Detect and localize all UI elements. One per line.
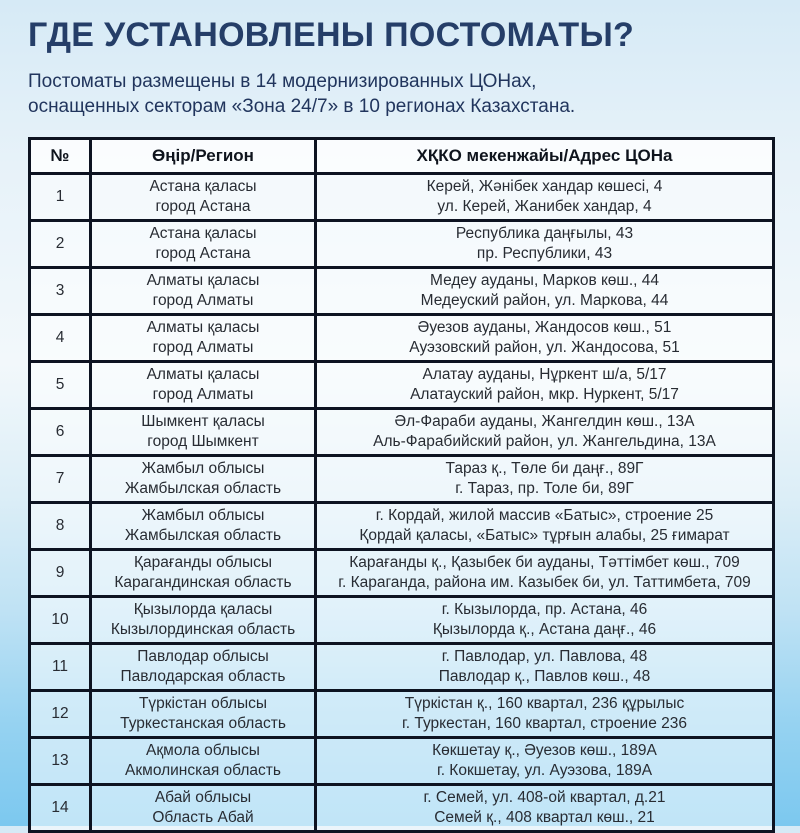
table-row [30, 409, 774, 456]
address-cell [316, 550, 774, 597]
address-cell-line: ул. Керей, Жанибек хандар, 4 [437, 198, 652, 216]
address-cell-line: г. Кордай, жилой массив «Батыс», строение 25 [375, 506, 714, 524]
table-row [30, 456, 774, 503]
region-cell-line: Астана қаласы [149, 177, 257, 195]
address-cell-line: Аль-Фарабийский район, ул. Жангельдина, 13А [373, 433, 716, 451]
region-cell-line: город Астана [155, 198, 251, 216]
region-cell-line: город Алматы [152, 339, 254, 357]
region-cell-line: Түркістан облысы [138, 694, 268, 712]
region-cell [91, 221, 316, 268]
region-cell [91, 409, 316, 456]
address-cell-line: Медеуский район, ул. Маркова, 44 [420, 292, 669, 310]
region-cell-line: Карагандинская область [114, 574, 292, 592]
region-cell-line: Алматы қаласы [146, 271, 260, 289]
region-cell-line: Павлодар облысы [137, 647, 269, 665]
region-cell [91, 174, 316, 221]
row-number-cell: 6 [30, 409, 91, 456]
region-cell [91, 738, 316, 785]
address-cell [316, 785, 774, 832]
table-row [30, 503, 774, 550]
address-cell-line: Әл-Фараби ауданы, Жангелдин көш., 13А [394, 412, 695, 430]
region-cell-line: Алматы қаласы [146, 318, 260, 336]
address-cell-line: Медеу ауданы, Марков көш., 44 [429, 271, 659, 289]
page-title: ГДЕ УСТАНОВЛЕНЫ ПОСТОМАТЫ? [28, 16, 635, 54]
address-cell-line: пр. Республики, 43 [476, 245, 613, 263]
address-cell-line: Республика даңғылы, 43 [455, 224, 634, 242]
page-subtitle [28, 69, 772, 119]
column-header-address: ХҚКО мекенжайы/Адрес ЦОНа [316, 139, 774, 174]
region-cell [91, 503, 316, 550]
row-number-cell: 8 [30, 503, 91, 550]
address-cell-line: Әуезов ауданы, Жандосов көш., 51 [417, 318, 672, 336]
table-row [30, 597, 774, 644]
address-cell-line: Қызылорда қ., Астана даңғ., 46 [432, 621, 657, 639]
region-cell-line: Жамбыл облысы [141, 459, 265, 477]
table-row [30, 362, 774, 409]
table-header [30, 139, 774, 174]
address-cell-line: г. Кызылорда, пр. Астана, 46 [441, 600, 648, 618]
address-cell [316, 315, 774, 362]
region-cell-line: Ақмола облысы [146, 741, 260, 759]
address-cell [316, 644, 774, 691]
address-cell [316, 174, 774, 221]
region-cell-line: Туркестанская область [120, 715, 286, 733]
postomat-locations-table [28, 137, 775, 833]
region-cell [91, 644, 316, 691]
table-row [30, 644, 774, 691]
address-cell-line: г. Туркестан, 160 квартал, строение 236 [401, 715, 688, 733]
row-number-cell: 9 [30, 550, 91, 597]
region-cell [91, 456, 316, 503]
table-row [30, 691, 774, 738]
region-cell-line: Шымкент қаласы [141, 412, 265, 430]
row-number-cell: 11 [30, 644, 91, 691]
row-number-cell: 3 [30, 268, 91, 315]
region-cell-line: Жамбыл облысы [141, 506, 265, 524]
address-cell-line: Алатауский район, мкр. Нуркент, 5/17 [410, 386, 679, 404]
address-cell-line: Павлодар қ., Павлов көш., 48 [438, 668, 651, 686]
row-number-cell: 4 [30, 315, 91, 362]
table-row [30, 315, 774, 362]
address-cell-line: Ауэзовский район, ул. Жандосова, 51 [409, 339, 680, 357]
row-number-cell: 10 [30, 597, 91, 644]
address-cell [316, 691, 774, 738]
address-cell [316, 456, 774, 503]
address-cell-line: г. Тараз, пр. Толе би, 89Г [455, 480, 634, 498]
table-row [30, 550, 774, 597]
address-cell-line: Керей, Жәнібек хандар көшесі, 4 [426, 177, 663, 195]
region-cell-line: Жамбылская область [124, 527, 282, 545]
region-cell [91, 268, 316, 315]
region-cell [91, 362, 316, 409]
region-cell [91, 315, 316, 362]
address-cell-line: г. Семей, ул. 408-ой квартал, д.21 [423, 788, 666, 806]
region-cell-line: Кызылординская область [110, 621, 296, 639]
row-number-cell: 12 [30, 691, 91, 738]
row-number-cell: 5 [30, 362, 91, 409]
table-body [30, 174, 774, 832]
address-cell-line: г. Караганда, района им. Казыбек би, ул. Таттимбета, 709 [338, 574, 751, 592]
address-cell-line: Қордай қаласы, «Батыс» тұрғын алабы, 25 ғимарат [359, 527, 730, 545]
address-cell-line: Алатау ауданы, Нұркент ш/а, 5/17 [422, 365, 667, 383]
address-cell [316, 409, 774, 456]
row-number-cell: 7 [30, 456, 91, 503]
subtitle-line-1: Постоматы размещены в 14 модернизированных ЦОНах, [28, 71, 537, 92]
region-cell-line: Абай облысы [154, 788, 252, 806]
region-cell-line: Қарағанды облысы [133, 553, 273, 571]
row-number-cell: 13 [30, 738, 91, 785]
row-number-cell: 2 [30, 221, 91, 268]
address-cell [316, 503, 774, 550]
table-row [30, 221, 774, 268]
row-number-cell: 14 [30, 785, 91, 832]
region-cell [91, 691, 316, 738]
address-cell-line: Көкшетау қ., Әуезов көш., 189А [432, 741, 657, 759]
subtitle-line-2: оснащенных секторам «Зона 24/7» в 10 регионах Казахстана. [28, 96, 576, 118]
address-cell [316, 738, 774, 785]
region-cell-line: город Шымкент [147, 433, 259, 451]
address-cell-line: Түркістан қ., 160 квартал, 236 құрылыс [404, 694, 685, 712]
region-cell-line: Павлодарская область [120, 668, 286, 686]
region-cell-line: город Алматы [152, 386, 254, 404]
region-cell-line: Астана қаласы [149, 224, 257, 242]
region-cell-line: Алматы қаласы [146, 365, 260, 383]
column-header-number: № [30, 139, 91, 174]
table-row [30, 174, 774, 221]
address-cell [316, 362, 774, 409]
region-cell [91, 550, 316, 597]
region-cell [91, 597, 316, 644]
row-number-cell: 1 [30, 174, 91, 221]
address-cell [316, 268, 774, 315]
address-cell-line: г. Кокшетау, ул. Ауэзова, 189А [436, 762, 653, 780]
address-cell [316, 597, 774, 644]
address-cell-line: Карағанды қ., Қазыбек би ауданы, Тәттімбет көш., 709 [349, 553, 740, 571]
table-row [30, 738, 774, 785]
table-row [30, 785, 774, 832]
address-cell-line: г. Павлодар, ул. Павлова, 48 [441, 647, 648, 665]
table-header-row [30, 139, 774, 174]
region-cell-line: город Алматы [152, 292, 254, 310]
address-cell-line: Семей қ., 408 квартал көш., 21 [434, 809, 655, 827]
region-cell [91, 785, 316, 832]
region-cell-line: Жамбылская область [124, 480, 282, 498]
region-cell-line: город Астана [155, 245, 251, 263]
table-row [30, 268, 774, 315]
column-header-region: Өңір/Регион [91, 139, 316, 174]
address-cell-line: Тараз қ., Төле би даңғ., 89Г [445, 459, 644, 477]
region-cell-line: Қызылорда қаласы [133, 600, 273, 618]
region-cell-line: Область Абай [152, 809, 254, 827]
address-cell [316, 221, 774, 268]
region-cell-line: Акмолинская область [125, 762, 281, 780]
